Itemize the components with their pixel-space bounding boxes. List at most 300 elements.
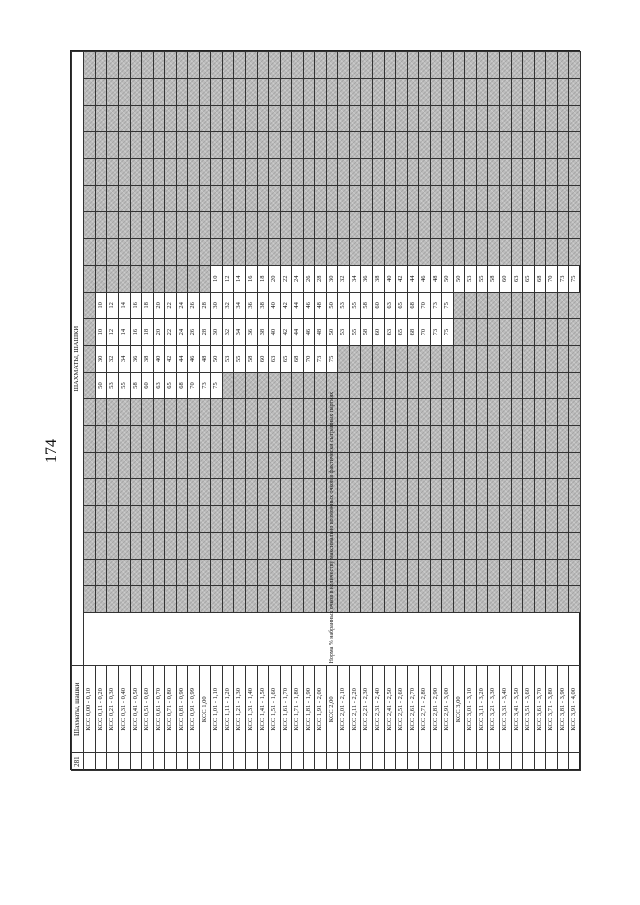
- shaded-cell: [419, 132, 431, 159]
- shaded-cell: [361, 452, 373, 479]
- value-cell: 58: [361, 319, 373, 346]
- shaded-cell: [142, 506, 154, 533]
- shaded-cell: [338, 479, 350, 506]
- row-label: КСС 3,00: [453, 666, 465, 753]
- row-label: КСС 0,21 - 0,30: [107, 666, 119, 753]
- shaded-cell: [118, 559, 130, 586]
- row-label: КСС 2,00: [326, 666, 338, 753]
- row-label: КСС 1,91 - 2,00: [315, 666, 327, 753]
- shaded-cell: [523, 586, 535, 613]
- shaded-cell: [142, 532, 154, 559]
- value-cell: [500, 372, 512, 399]
- shaded-cell: [372, 159, 384, 186]
- shaded-cell: [511, 52, 523, 79]
- shaded-cell: [188, 586, 200, 613]
- shaded-cell: [534, 105, 546, 132]
- shaded-cell: [95, 132, 107, 159]
- value-cell: 53: [338, 292, 350, 319]
- value-cell: 10: [95, 292, 107, 319]
- shaded-cell: [488, 52, 500, 79]
- value-cell: [269, 239, 281, 266]
- shaded-cell: [315, 452, 327, 479]
- shaded-cell: [107, 479, 119, 506]
- shaded-cell: [361, 132, 373, 159]
- shaded-cell: [95, 586, 107, 613]
- shaded-cell: [384, 399, 396, 426]
- value-cell: [188, 239, 200, 266]
- value-cell: [315, 212, 327, 239]
- shaded-cell: [384, 452, 396, 479]
- value-cell: 40: [153, 345, 165, 372]
- value-cell: [407, 345, 419, 372]
- shaded-cell: [292, 185, 304, 212]
- shaded-cell: [130, 159, 142, 186]
- header-row: [72, 52, 84, 771]
- shaded-cell: [222, 105, 234, 132]
- value-cell: [118, 212, 130, 239]
- shaded-cell: [465, 132, 477, 159]
- shaded-cell: [500, 506, 512, 533]
- shaded-cell: [465, 452, 477, 479]
- shaded-cell: [557, 586, 569, 613]
- shaded-cell: [234, 452, 246, 479]
- shaded-cell: [338, 399, 350, 426]
- value-cell: 18: [142, 319, 154, 346]
- value-cell: 48: [199, 345, 211, 372]
- shaded-cell: [118, 452, 130, 479]
- value-cell: [396, 345, 408, 372]
- value-cell: 14: [234, 265, 246, 292]
- shaded-cell: [361, 532, 373, 559]
- shaded-cell: [349, 479, 361, 506]
- shaded-cell: [165, 399, 177, 426]
- shaded-cell: [315, 52, 327, 79]
- value-cell: 63: [384, 292, 396, 319]
- shaded-cell: [118, 78, 130, 105]
- value-cell: 68: [407, 319, 419, 346]
- shaded-cell: [142, 426, 154, 453]
- shaded-cell: [476, 159, 488, 186]
- value-cell: [338, 372, 350, 399]
- row-label: КСС 0,31 - 0,40: [118, 666, 130, 753]
- shaded-cell: [269, 399, 281, 426]
- shaded-cell: [211, 132, 223, 159]
- shaded-cell: [245, 159, 257, 186]
- shaded-cell: [142, 132, 154, 159]
- value-cell: [407, 212, 419, 239]
- shaded-cell: [142, 105, 154, 132]
- shaded-cell: [557, 506, 569, 533]
- shaded-cell: [372, 426, 384, 453]
- rotated-table-sheet: [70, 50, 580, 770]
- row-spacer: [280, 753, 292, 771]
- value-cell: [465, 319, 477, 346]
- shaded-cell: [269, 52, 281, 79]
- value-cell: 24: [176, 292, 188, 319]
- shaded-cell: [511, 559, 523, 586]
- value-cell: [511, 372, 523, 399]
- shaded-cell: [280, 586, 292, 613]
- shaded-cell: [419, 452, 431, 479]
- shaded-cell: [534, 78, 546, 105]
- shaded-cell: [165, 52, 177, 79]
- shaded-cell: [361, 426, 373, 453]
- value-cell: 24: [176, 319, 188, 346]
- shaded-cell: [211, 532, 223, 559]
- shaded-cell: [407, 559, 419, 586]
- value-cell: 18: [142, 292, 154, 319]
- shaded-cell: [396, 105, 408, 132]
- shaded-cell: [165, 132, 177, 159]
- shaded-cell: [269, 452, 281, 479]
- row-spacer: [338, 753, 350, 771]
- shaded-cell: [372, 399, 384, 426]
- shaded-cell: [557, 52, 569, 79]
- value-cell: [511, 212, 523, 239]
- shaded-cell: [245, 586, 257, 613]
- row-label: КСС 2,51 - 2,60: [396, 666, 408, 753]
- value-cell: 16: [130, 292, 142, 319]
- shaded-cell: [199, 185, 211, 212]
- row-spacer: [292, 753, 304, 771]
- shaded-cell: [372, 506, 384, 533]
- shaded-cell: [84, 506, 96, 533]
- shaded-cell: [384, 105, 396, 132]
- shaded-cell: [326, 52, 338, 79]
- row-label: КСС 2,01 - 2,10: [338, 666, 350, 753]
- row-spacer: [222, 753, 234, 771]
- shaded-cell: [257, 78, 269, 105]
- value-cell: 75: [442, 292, 454, 319]
- value-cell: [453, 292, 465, 319]
- shaded-cell: [165, 159, 177, 186]
- shaded-cell: [523, 52, 535, 79]
- row-label: КСС 1,61 - 1,70: [280, 666, 292, 753]
- shaded-cell: [303, 586, 315, 613]
- shaded-cell: [118, 506, 130, 533]
- shaded-cell: [292, 479, 304, 506]
- value-cell: [476, 345, 488, 372]
- value-cell: [257, 212, 269, 239]
- value-cell: [523, 372, 535, 399]
- row-label: КСС 0,11 - 0,20: [95, 666, 107, 753]
- value-cell: [546, 319, 558, 346]
- shaded-cell: [500, 479, 512, 506]
- shaded-cell: [315, 426, 327, 453]
- shaded-cell: [107, 52, 119, 79]
- shaded-cell: [84, 426, 96, 453]
- shaded-cell: [569, 399, 581, 426]
- shaded-cell: [384, 159, 396, 186]
- shaded-cell: [534, 506, 546, 533]
- shaded-cell: [269, 506, 281, 533]
- shaded-cell: [500, 159, 512, 186]
- row-spacer: [315, 753, 327, 771]
- shaded-cell: [500, 78, 512, 105]
- shaded-cell: [453, 185, 465, 212]
- value-cell: 10: [211, 265, 223, 292]
- shaded-cell: [534, 399, 546, 426]
- value-cell: [476, 212, 488, 239]
- value-cell: 42: [165, 345, 177, 372]
- shaded-cell: [95, 479, 107, 506]
- value-cell: [303, 372, 315, 399]
- row-spacer: [396, 753, 408, 771]
- shaded-cell: [453, 399, 465, 426]
- shaded-cell: [500, 132, 512, 159]
- value-cell: [500, 212, 512, 239]
- shaded-cell: [557, 479, 569, 506]
- value-cell: [372, 239, 384, 266]
- value-cell: [153, 212, 165, 239]
- shaded-cell: [453, 105, 465, 132]
- value-cell: 32: [222, 292, 234, 319]
- shaded-cell: [165, 532, 177, 559]
- shaded-cell: [430, 479, 442, 506]
- shaded-cell: [488, 452, 500, 479]
- shaded-cell: [292, 586, 304, 613]
- value-cell: [280, 212, 292, 239]
- shaded-cell: [153, 78, 165, 105]
- shaded-cell: [465, 105, 477, 132]
- shaded-cell: [396, 426, 408, 453]
- shaded-cell: [211, 506, 223, 533]
- shaded-cell: [211, 586, 223, 613]
- value-cell: [453, 372, 465, 399]
- shaded-cell: [269, 559, 281, 586]
- shaded-cell: [453, 426, 465, 453]
- value-cell: [95, 212, 107, 239]
- shaded-cell: [292, 132, 304, 159]
- row-label: КСС 1,00: [199, 666, 211, 753]
- shaded-cell: [257, 52, 269, 79]
- value-cell: [165, 239, 177, 266]
- shaded-cell: [188, 78, 200, 105]
- shaded-cell: [234, 479, 246, 506]
- shaded-cell: [349, 586, 361, 613]
- shaded-cell: [118, 586, 130, 613]
- value-cell: [500, 239, 512, 266]
- value-cell: 68: [176, 372, 188, 399]
- shaded-cell: [165, 559, 177, 586]
- shaded-cell: [303, 426, 315, 453]
- value-cell: 18: [257, 265, 269, 292]
- shaded-cell: [303, 399, 315, 426]
- shaded-cell: [142, 78, 154, 105]
- value-cell: 38: [257, 292, 269, 319]
- row-spacer: [419, 753, 431, 771]
- value-cell: 63: [511, 265, 523, 292]
- value-cell: 16: [245, 265, 257, 292]
- shaded-cell: [107, 159, 119, 186]
- value-cell: [84, 292, 96, 319]
- shaded-cell: [245, 532, 257, 559]
- shaded-cell: [569, 159, 581, 186]
- shaded-cell: [338, 52, 350, 79]
- value-cell: 55: [349, 292, 361, 319]
- shaded-cell: [234, 185, 246, 212]
- value-cell: [557, 292, 569, 319]
- shaded-cell: [292, 105, 304, 132]
- table-rotation-wrapper: [71, 51, 581, 771]
- shaded-cell: [257, 132, 269, 159]
- shaded-cell: [430, 52, 442, 79]
- shaded-cell: [303, 479, 315, 506]
- row-label: КСС 1,71 - 1,80: [292, 666, 304, 753]
- value-cell: [199, 212, 211, 239]
- shaded-cell: [396, 399, 408, 426]
- value-cell: [476, 319, 488, 346]
- value-cell: [396, 372, 408, 399]
- row-label: КСС 3,01 - 3,10: [465, 666, 477, 753]
- shaded-cell: [430, 185, 442, 212]
- value-cell: [569, 239, 581, 266]
- shaded-cell: [234, 559, 246, 586]
- shaded-cell: [280, 506, 292, 533]
- shaded-cell: [488, 105, 500, 132]
- shaded-cell: [188, 159, 200, 186]
- row-spacer: [95, 753, 107, 771]
- value-cell: 42: [396, 265, 408, 292]
- shaded-cell: [407, 479, 419, 506]
- value-cell: [511, 292, 523, 319]
- value-cell: [384, 345, 396, 372]
- value-cell: 50: [326, 292, 338, 319]
- value-cell: 65: [280, 345, 292, 372]
- shaded-cell: [465, 532, 477, 559]
- value-cell: [465, 372, 477, 399]
- shaded-cell: [222, 426, 234, 453]
- value-cell: [176, 239, 188, 266]
- row-label: КСС 3,41 - 3,50: [511, 666, 523, 753]
- value-cell: 32: [222, 319, 234, 346]
- shaded-cell: [442, 105, 454, 132]
- shaded-cell: [500, 586, 512, 613]
- shaded-cell: [546, 52, 558, 79]
- value-cell: [465, 345, 477, 372]
- row-label: КСС 3,31 - 3,40: [500, 666, 512, 753]
- shaded-cell: [569, 586, 581, 613]
- shaded-cell: [430, 132, 442, 159]
- value-cell: [153, 239, 165, 266]
- row-spacer: [130, 753, 142, 771]
- shaded-cell: [430, 506, 442, 533]
- shaded-cell: [211, 452, 223, 479]
- shaded-cell: [557, 132, 569, 159]
- shaded-cell: [488, 426, 500, 453]
- shaded-cell: [546, 532, 558, 559]
- shaded-cell: [500, 399, 512, 426]
- shaded-cell: [557, 532, 569, 559]
- shaded-cell: [130, 532, 142, 559]
- value-cell: 36: [361, 265, 373, 292]
- shaded-cell: [338, 506, 350, 533]
- shaded-cell: [315, 399, 327, 426]
- shaded-cell: [419, 185, 431, 212]
- shaded-cell: [153, 52, 165, 79]
- shaded-cell: [349, 159, 361, 186]
- value-cell: [523, 319, 535, 346]
- shaded-cell: [130, 399, 142, 426]
- value-cell: 50: [326, 319, 338, 346]
- shaded-cell: [153, 559, 165, 586]
- shaded-cell: [407, 452, 419, 479]
- value-cell: 60: [372, 319, 384, 346]
- shaded-cell: [188, 559, 200, 586]
- value-cell: [546, 212, 558, 239]
- shaded-cell: [407, 506, 419, 533]
- value-cell: [534, 292, 546, 319]
- shaded-cell: [569, 78, 581, 105]
- value-cell: [569, 292, 581, 319]
- table-row: [84, 52, 96, 771]
- shaded-cell: [257, 452, 269, 479]
- shaded-cell: [153, 586, 165, 613]
- shaded-cell: [557, 559, 569, 586]
- value-cell: [361, 372, 373, 399]
- value-cell: [442, 212, 454, 239]
- value-cell: 44: [407, 265, 419, 292]
- shaded-cell: [546, 452, 558, 479]
- row-label: КСС 2,11 - 2,20: [349, 666, 361, 753]
- row-label: КСС 1,01 - 1,10: [211, 666, 223, 753]
- shaded-cell: [118, 185, 130, 212]
- shaded-cell: [153, 452, 165, 479]
- shaded-cell: [84, 185, 96, 212]
- shaded-cell: [130, 78, 142, 105]
- shaded-cell: [107, 506, 119, 533]
- row-label: КСС 1,41 - 1,50: [257, 666, 269, 753]
- shaded-cell: [234, 105, 246, 132]
- shaded-cell: [142, 399, 154, 426]
- value-cell: 58: [488, 265, 500, 292]
- value-cell: [569, 372, 581, 399]
- value-cell: 22: [280, 265, 292, 292]
- row-spacer: [199, 753, 211, 771]
- shaded-cell: [315, 586, 327, 613]
- value-cell: 12: [107, 319, 119, 346]
- shaded-cell: [488, 559, 500, 586]
- shaded-cell: [118, 399, 130, 426]
- value-cell: 70: [419, 292, 431, 319]
- shaded-cell: [199, 399, 211, 426]
- shaded-cell: [349, 506, 361, 533]
- shaded-cell: [280, 426, 292, 453]
- value-cell: [488, 212, 500, 239]
- value-cell: 38: [372, 265, 384, 292]
- shaded-cell: [500, 559, 512, 586]
- shaded-cell: [292, 426, 304, 453]
- value-cell: [95, 265, 107, 292]
- shaded-cell: [511, 185, 523, 212]
- shaded-cell: [245, 132, 257, 159]
- shaded-cell: [419, 559, 431, 586]
- shaded-cell: [118, 105, 130, 132]
- shaded-cell: [523, 506, 535, 533]
- shaded-cell: [419, 159, 431, 186]
- value-cell: [372, 212, 384, 239]
- value-cell: [453, 239, 465, 266]
- shaded-cell: [280, 105, 292, 132]
- shaded-cell: [142, 586, 154, 613]
- value-cell: [534, 239, 546, 266]
- shaded-cell: [396, 506, 408, 533]
- shaded-cell: [500, 532, 512, 559]
- value-cell: 46: [188, 345, 200, 372]
- value-cell: 73: [430, 292, 442, 319]
- value-cell: 42: [280, 292, 292, 319]
- value-cell: [384, 239, 396, 266]
